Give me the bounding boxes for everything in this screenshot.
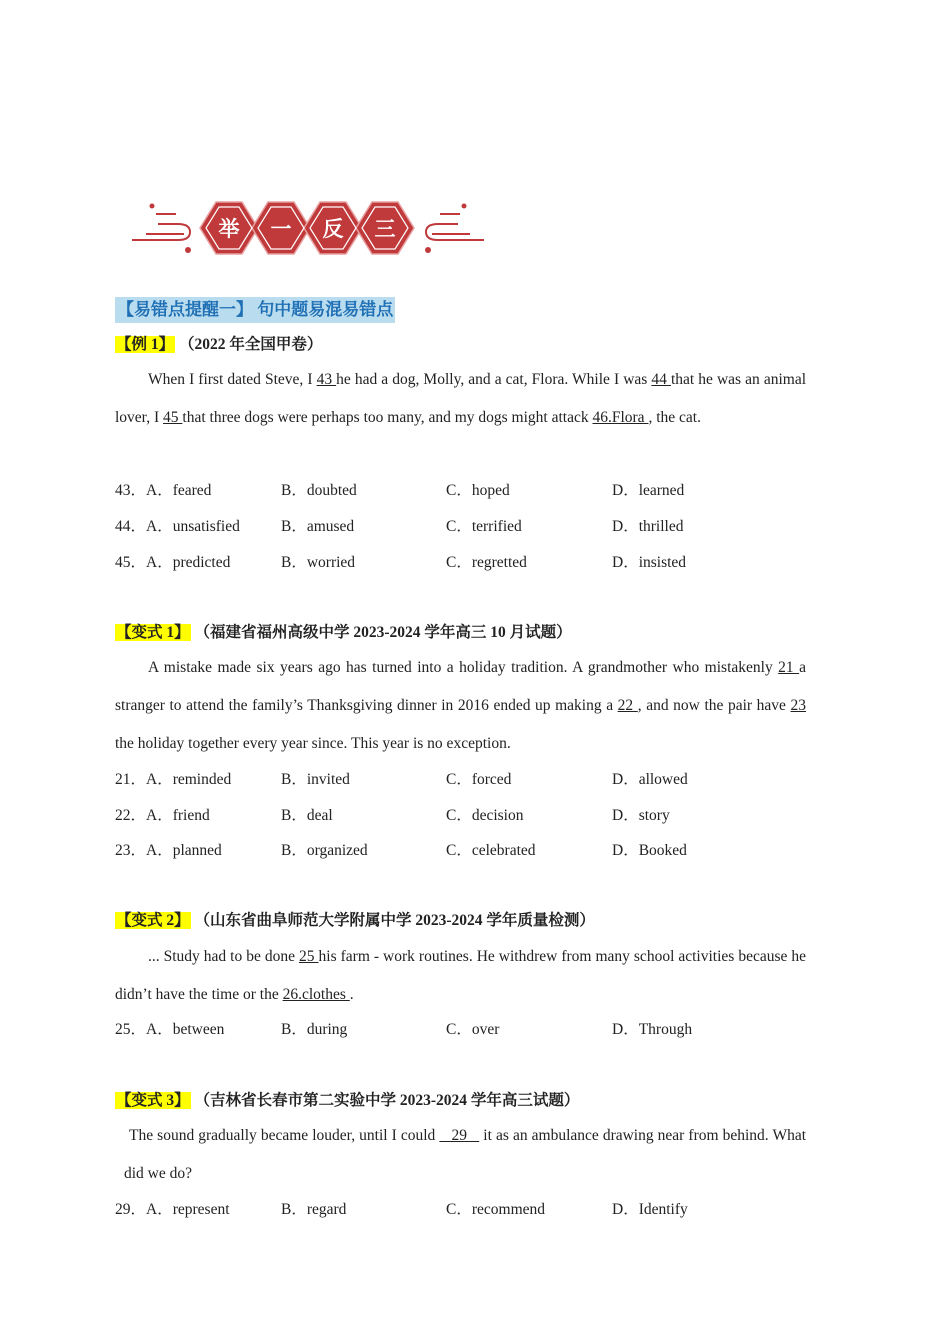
question-row	[115, 480, 815, 502]
blank-25: 25	[299, 948, 319, 965]
question-number: 22．A．friend	[115, 807, 210, 824]
option-c: C．terrified	[446, 518, 522, 535]
variant-3-tag: 【变式 3】	[116, 1092, 190, 1109]
blank-22: 22	[617, 697, 638, 714]
blank-23: 23	[790, 697, 807, 714]
blank-44: 44	[651, 371, 671, 388]
option-d: D．learned	[612, 482, 685, 499]
option-c: C．over	[446, 1021, 500, 1038]
option-d: D．Booked	[612, 842, 687, 859]
example-1-header	[115, 334, 322, 356]
blank-46: 46.Flora	[592, 409, 649, 426]
question-number: 44．A．unsatisfied	[115, 518, 240, 535]
option-c: C．hoped	[446, 482, 510, 499]
variant-2-source: （山东省曲阜师范大学附属中学 2023-2024 学年质量检测）	[194, 912, 595, 929]
variant-1-header	[115, 622, 572, 644]
variant-1-tag: 【变式 1】	[116, 624, 190, 641]
banner-char-3: 反	[322, 217, 344, 241]
banner-char-2: 一	[270, 217, 292, 241]
option-c: C．recommend	[446, 1201, 546, 1218]
banner-char-4: 三	[374, 217, 396, 241]
option-d: D．thrilled	[612, 518, 684, 535]
question-number: 43．A．feared	[115, 482, 212, 499]
question-number: 25．A．between	[115, 1021, 225, 1038]
question-number: 23．A．planned	[115, 842, 222, 859]
blank-43: 43	[316, 371, 337, 388]
option-d: D．Identify	[612, 1201, 688, 1218]
question-row	[115, 1199, 815, 1221]
blank-45: 45	[163, 409, 183, 426]
option-c: C．forced	[446, 771, 512, 788]
blank-21: 21	[778, 659, 800, 676]
option-b: B．during	[281, 1021, 348, 1038]
question-number: 29．A．represent	[115, 1201, 230, 1218]
variant-3-passage: The sound gradually became louder, until I could 29 it as an ambulance drawing near from behind. What did we do?	[124, 1127, 807, 1182]
variant-3-source: （吉林省长春市第二实验中学 2023-2024 学年高三试题）	[194, 1092, 580, 1109]
blank-29: 29	[439, 1127, 480, 1144]
question-row	[115, 516, 815, 538]
question-number: 21．A．reminded	[115, 771, 232, 788]
banner-graphic	[128, 194, 488, 262]
option-b: B．doubted	[281, 482, 357, 499]
variant-2-tag: 【变式 2】	[116, 912, 190, 929]
example-1-tag: 【例 1】	[116, 336, 175, 353]
option-d: D．insisted	[612, 554, 687, 571]
example-1-source: （2022 年全国甲卷）	[179, 336, 323, 353]
question-number: 45．A．predicted	[115, 554, 231, 571]
option-b: B．invited	[281, 771, 350, 788]
option-b: B．deal	[281, 807, 333, 824]
variant-2-passage: ... Study had to be done 25 his farm - work routines. He withdrew from many school activities because he didn’t have the time or the 26.clothes .	[115, 948, 807, 1003]
question-row	[115, 805, 815, 827]
question-row	[115, 1019, 815, 1041]
option-c: C．celebrated	[446, 842, 536, 859]
blank-26: 26.clothes	[282, 986, 350, 1003]
variant-1-passage: A mistake made six years ago has turned into a holiday tradition. A grandmother who mistakenly 21 a stranger to attend the family’s Thanksgiving dinner in 2016 ended up making a 22 , and now the pair have 23 the holiday together every year since. This year is no exception.	[115, 659, 807, 752]
variant-3-header	[115, 1090, 579, 1112]
question-row	[115, 840, 815, 862]
section-title: 【易错点提醒一】 句中题易混易错点	[115, 297, 395, 323]
example-1-passage: When I first dated Steve, I 43 he had a dog, Molly, and a cat, Flora. While I was 44 that he was an animal lover, I 45 that three dogs were perhaps too many, and my dogs might attack 46.Flora , the cat.	[115, 371, 807, 426]
variant-2-header	[115, 910, 595, 932]
option-b: B．organized	[281, 842, 368, 859]
question-row	[115, 552, 815, 574]
option-b: B．regard	[281, 1201, 347, 1218]
question-row	[115, 769, 815, 791]
option-b: B．amused	[281, 518, 355, 535]
variant-1-source: （福建省福州高级中学 2023-2024 学年高三 10 月试题）	[194, 624, 572, 641]
option-c: C．regretted	[446, 554, 527, 571]
option-d: D．Through	[612, 1021, 693, 1038]
option-d: D．story	[612, 807, 670, 824]
option-b: B．worried	[281, 554, 356, 571]
option-c: C．decision	[446, 807, 524, 824]
banner-char-1: 举	[218, 217, 240, 241]
option-d: D．allowed	[612, 771, 688, 788]
